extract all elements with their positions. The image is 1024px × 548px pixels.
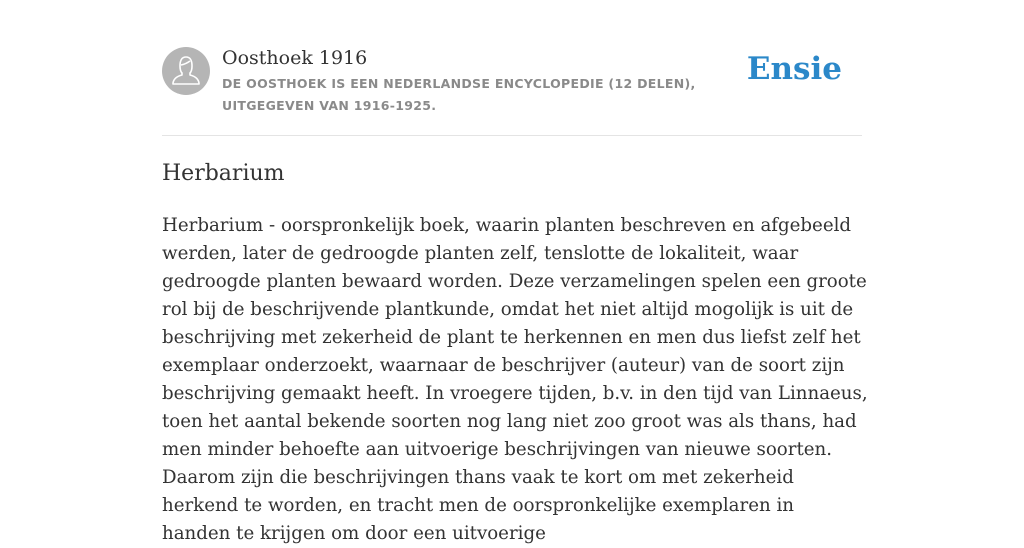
entry-title: Herbarium bbox=[162, 161, 285, 186]
divider bbox=[162, 135, 862, 136]
source-title[interactable]: Oosthoek 1916 bbox=[222, 47, 368, 69]
entry-body: Herbarium - oorspronkelijk boek, waarin planten beschreven en afgebeeld werden, later de gedroogde planten zelf, tenslotte de lokaliteit, waar gedroogde planten bewaard worden. Deze verzamelingen spelen een groote rol bij de beschrijvende plantkunde, omdat het niet altijd mogolijk is uit de beschrijving met zekerheid de plant te herkennen en men dus liefst zelf het exemplaar onderzoekt, waarnaar de beschrijver (auteur) van de soort zijn beschrijving gemaakt heeft. In vroegere tijden, b.v. in den tijd van Linnaeus, toen het aantal bekende soorten nog lang niet zoo groot was als thans, had men minder behoefte aan uitvoerige beschrijvingen van nieuwe soorten. Daarom zijn die beschrijvingen thans vaak te kort om met zekerheid herkend te worden, en tracht men de oorspronkelijke exemplaren in handen te krijgen om door een uitvoerige bbox=[162, 215, 868, 544]
user-avatar-icon[interactable] bbox=[162, 47, 210, 95]
source-header bbox=[162, 46, 862, 116]
source-description: DE OOSTHOEK IS EEN NEDERLANDSE ENCYCLOPEDIE (12 DELEN), UITGEGEVEN VAN 1916-1925. bbox=[222, 76, 696, 113]
ensie-logo[interactable]: Ensie bbox=[746, 51, 842, 87]
